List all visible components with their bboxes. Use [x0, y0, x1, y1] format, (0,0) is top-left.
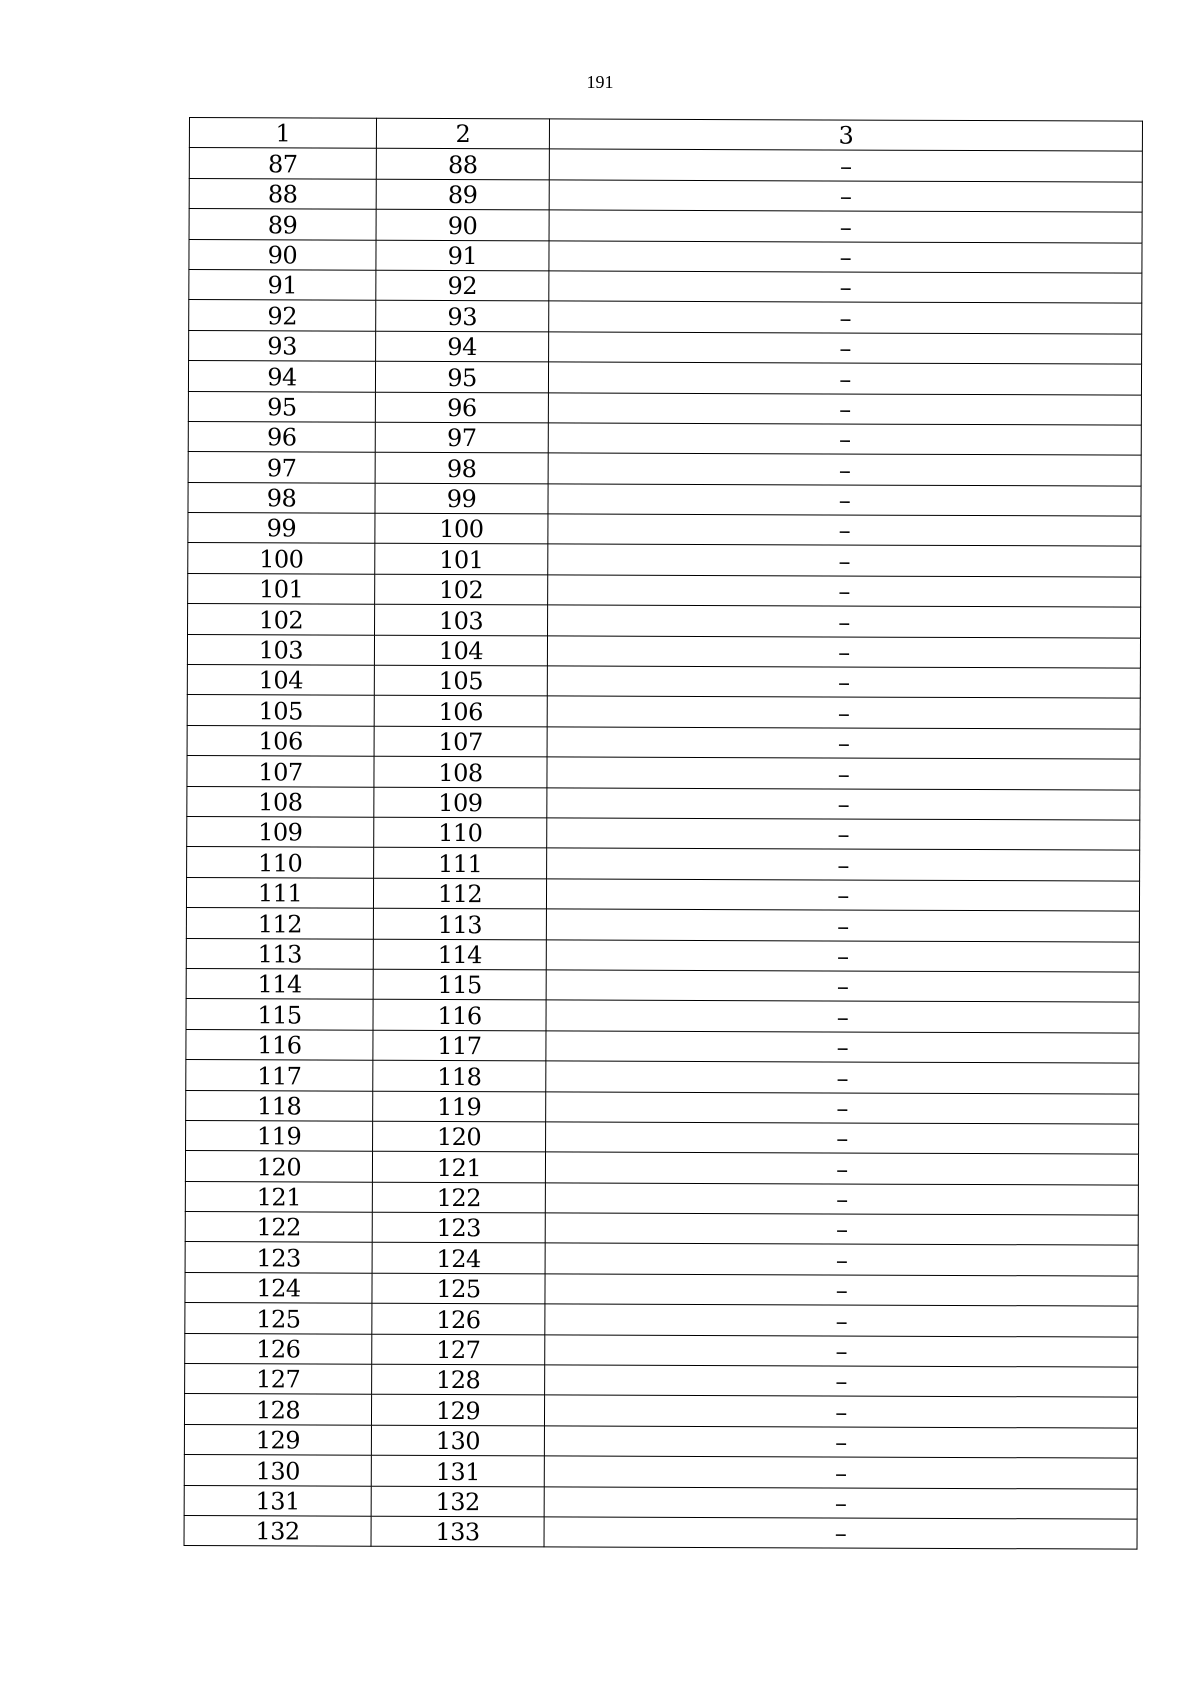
- table-cell-col-3: –: [545, 1183, 1138, 1216]
- table-row: [184, 1515, 1137, 1549]
- table-cell-col-2: 124: [372, 1243, 545, 1274]
- table-cell-col-1: 124: [185, 1272, 372, 1303]
- table-cell-col-1: 110: [187, 847, 374, 878]
- table-cell-col-1: 119: [186, 1120, 373, 1151]
- table-cell-col-2: 117: [373, 1030, 546, 1061]
- table-cell-col-2: 116: [373, 1000, 546, 1031]
- table-cell-col-3: –: [549, 240, 1142, 273]
- table-cell-col-3: –: [549, 210, 1142, 243]
- table-cell-col-2: 130: [371, 1425, 544, 1456]
- table-row: [187, 756, 1140, 790]
- table-cell-col-2: 128: [372, 1364, 545, 1395]
- table-cell-col-3: –: [549, 271, 1142, 304]
- table-cell-col-2: 97: [375, 422, 548, 453]
- table-cell-col-2: 121: [372, 1151, 545, 1182]
- table-cell-col-1: 116: [186, 1029, 373, 1060]
- table-cell-col-2: 93: [376, 301, 549, 332]
- table-row: [188, 604, 1141, 638]
- table-row: [186, 1060, 1139, 1094]
- table-row: [187, 786, 1140, 820]
- table-row: [188, 361, 1141, 395]
- table-row: [185, 1303, 1138, 1337]
- table-cell-col-1: 87: [189, 148, 376, 179]
- table-cell-col-1: 108: [187, 786, 374, 817]
- table-cell-col-3: –: [548, 423, 1141, 456]
- table-cell-col-1: 117: [186, 1060, 373, 1091]
- table-cell-col-3: –: [548, 544, 1141, 577]
- data-table: [184, 117, 1143, 1550]
- table-row: [187, 695, 1140, 729]
- table-cell-col-1: 98: [188, 482, 375, 513]
- table-row: [188, 421, 1141, 455]
- table-cell-col-3: –: [544, 1395, 1137, 1428]
- table-cell-col-2: 108: [374, 756, 547, 787]
- table-row: [189, 209, 1142, 243]
- table-row: [186, 908, 1139, 942]
- table-cell-col-3: –: [548, 453, 1141, 486]
- table-row: [185, 1181, 1138, 1215]
- table-row: [184, 1394, 1137, 1428]
- table-cell-col-1: 125: [185, 1303, 372, 1334]
- table-cell-col-3: –: [549, 180, 1142, 213]
- table-cell-col-2: 98: [375, 453, 548, 484]
- table-cell-col-3: –: [549, 332, 1142, 365]
- table-row: [187, 725, 1140, 759]
- table-row: [188, 513, 1141, 547]
- table-row: [188, 391, 1141, 425]
- table-cell-col-1: 118: [186, 1090, 373, 1121]
- table-body: [184, 148, 1142, 1550]
- table-cell-col-3: –: [547, 787, 1140, 820]
- table-cell-col-2: 101: [375, 544, 548, 575]
- table-cell-col-1: 91: [189, 269, 376, 300]
- table-cell-col-3: –: [546, 1091, 1139, 1124]
- table-row: [186, 1090, 1139, 1124]
- table-row: [188, 452, 1141, 486]
- table-cell-col-1: 123: [185, 1242, 372, 1273]
- table-cell-col-3: –: [549, 149, 1142, 182]
- table-row: [184, 1485, 1137, 1519]
- table-row: [188, 482, 1141, 516]
- table-row: [189, 330, 1142, 364]
- table-cell-col-3: –: [546, 1000, 1139, 1033]
- table-row: [186, 1029, 1139, 1063]
- table-cell-col-1: 106: [187, 725, 374, 756]
- table-cell-col-1: 99: [188, 513, 375, 544]
- table-cell-col-3: –: [547, 848, 1140, 881]
- table-cell-col-2: 103: [375, 604, 548, 635]
- table-cell-col-1: 120: [185, 1151, 372, 1182]
- table-row: [186, 999, 1139, 1033]
- column-header-1: 1: [189, 118, 376, 149]
- table-cell-col-3: –: [548, 362, 1141, 395]
- table-cell-col-3: –: [547, 757, 1140, 790]
- column-header-2: 2: [376, 118, 549, 149]
- table-cell-col-1: 93: [189, 330, 376, 361]
- table-cell-col-3: –: [545, 1335, 1138, 1368]
- table-cell-col-2: 126: [372, 1303, 545, 1334]
- table-cell-col-3: –: [545, 1152, 1138, 1185]
- table-cell-col-1: 131: [184, 1485, 371, 1516]
- page-number: 191: [586, 72, 614, 92]
- table-cell-col-1: 92: [189, 300, 376, 331]
- table-cell-col-3: –: [547, 696, 1140, 729]
- table-cell-col-1: 104: [187, 665, 374, 696]
- table-cell-col-2: 88: [376, 149, 549, 180]
- table-cell-col-3: –: [546, 1061, 1139, 1094]
- table-cell-col-1: 89: [189, 209, 376, 240]
- table-row: [185, 1212, 1138, 1246]
- table-cell-col-1: 97: [188, 452, 375, 483]
- table-cell-col-2: 129: [371, 1395, 544, 1426]
- table-cell-col-2: 89: [376, 179, 549, 210]
- table-cell-col-2: 125: [372, 1273, 545, 1304]
- table-cell-col-3: –: [548, 514, 1141, 547]
- table-cell-col-3: –: [546, 939, 1139, 972]
- table-cell-col-3: –: [547, 818, 1140, 851]
- table-cell-col-1: 122: [185, 1212, 372, 1243]
- table-cell-col-3: –: [547, 666, 1140, 699]
- table-cell-col-1: 126: [185, 1333, 372, 1364]
- table-row: [185, 1364, 1138, 1398]
- table-cell-col-1: 128: [184, 1394, 371, 1425]
- table-cell-col-3: –: [548, 484, 1141, 517]
- table-cell-col-3: –: [545, 1365, 1138, 1398]
- table-cell-col-2: 115: [373, 969, 546, 1000]
- table-row: [189, 300, 1142, 334]
- table-row: [185, 1333, 1138, 1367]
- table-cell-col-2: 122: [372, 1182, 545, 1213]
- table-row: [185, 1151, 1138, 1185]
- table-cell-col-2: 99: [375, 483, 548, 514]
- table-cell-col-2: 100: [375, 513, 548, 544]
- table-cell-col-1: 111: [186, 877, 373, 908]
- table-cell-col-1: 127: [185, 1364, 372, 1395]
- table-cell-col-1: 101: [188, 573, 375, 604]
- table-cell-col-1: 107: [187, 756, 374, 787]
- table-row: [184, 1424, 1137, 1458]
- table-row: [185, 1272, 1138, 1306]
- table-cell-col-3: –: [548, 575, 1141, 608]
- table-cell-col-1: 95: [188, 391, 375, 422]
- table-cell-col-2: 118: [373, 1060, 546, 1091]
- table-cell-col-3: –: [544, 1486, 1137, 1519]
- table-cell-col-2: 109: [374, 787, 547, 818]
- table-cell-col-1: 103: [187, 634, 374, 665]
- table-cell-col-3: –: [545, 1213, 1138, 1246]
- table-cell-col-3: –: [544, 1456, 1137, 1489]
- table-cell-col-2: 133: [371, 1516, 544, 1547]
- table-row: [186, 1120, 1139, 1154]
- table-cell-col-2: 114: [373, 939, 546, 970]
- table-cell-col-2: 132: [371, 1486, 544, 1517]
- table-cell-col-2: 113: [373, 908, 546, 939]
- table-cell-col-2: 96: [375, 392, 548, 423]
- table-cell-col-1: 129: [184, 1424, 371, 1455]
- table-cell-col-2: 110: [374, 817, 547, 848]
- table-cell-col-1: 94: [188, 361, 375, 392]
- table-cell-col-3: –: [547, 636, 1140, 669]
- table-cell-col-3: –: [546, 879, 1139, 912]
- table-cell-col-3: –: [546, 970, 1139, 1003]
- table-cell-col-2: 112: [373, 878, 546, 909]
- table-cell-col-1: 88: [189, 178, 376, 209]
- table-cell-col-1: 112: [186, 908, 373, 939]
- table-row: [186, 877, 1139, 911]
- table-header-row: [189, 118, 1142, 152]
- table-cell-col-1: 105: [187, 695, 374, 726]
- table-cell-col-3: –: [548, 392, 1141, 425]
- table-cell-col-2: 102: [375, 574, 548, 605]
- table-cell-col-3: –: [545, 1243, 1138, 1276]
- table-cell-col-1: 121: [185, 1181, 372, 1212]
- table-row: [189, 269, 1142, 303]
- table-cell-col-3: –: [545, 1274, 1138, 1307]
- table-cell-col-2: 119: [373, 1091, 546, 1122]
- table-row: [187, 816, 1140, 850]
- table-row: [187, 634, 1140, 668]
- table-header: [189, 118, 1142, 152]
- table-cell-col-1: 130: [184, 1455, 371, 1486]
- table-cell-col-2: 131: [371, 1455, 544, 1486]
- table-cell-col-2: 107: [374, 726, 547, 757]
- table-row: [188, 543, 1141, 577]
- table-cell-col-2: 120: [373, 1121, 546, 1152]
- table-cell-col-2: 106: [374, 696, 547, 727]
- column-header-3: 3: [549, 119, 1142, 152]
- table-cell-col-2: 123: [372, 1212, 545, 1243]
- table-cell-col-1: 132: [184, 1515, 371, 1546]
- table-row: [187, 665, 1140, 699]
- table-cell-col-2: 94: [376, 331, 549, 362]
- table-cell-col-2: 92: [376, 270, 549, 301]
- table-row: [189, 178, 1142, 212]
- table-cell-col-3: –: [549, 301, 1142, 334]
- table-cell-col-3: –: [547, 727, 1140, 760]
- table-cell-col-3: –: [546, 909, 1139, 942]
- table-cell-col-1: 102: [188, 604, 375, 635]
- table-row: [189, 148, 1142, 182]
- table-cell-col-2: 105: [374, 665, 547, 696]
- table-cell-col-2: 95: [375, 361, 548, 392]
- table-cell-col-3: –: [548, 605, 1141, 638]
- table-cell-col-1: 114: [186, 968, 373, 999]
- table-cell-col-2: 127: [372, 1334, 545, 1365]
- table-cell-col-2: 104: [374, 635, 547, 666]
- table-cell-col-1: 115: [186, 999, 373, 1030]
- table-cell-col-2: 91: [376, 240, 549, 271]
- table-cell-col-1: 113: [186, 938, 373, 969]
- table-cell-col-3: –: [545, 1304, 1138, 1337]
- table-cell-col-3: –: [544, 1517, 1137, 1550]
- table-cell-col-3: –: [544, 1426, 1137, 1459]
- table-cell-col-1: 100: [188, 543, 375, 574]
- table-row: [186, 938, 1139, 972]
- table-row: [185, 1242, 1138, 1276]
- table-cell-col-1: 109: [187, 816, 374, 847]
- table-cell-col-1: 90: [189, 239, 376, 270]
- table-row: [187, 847, 1140, 881]
- table-row: [186, 968, 1139, 1002]
- table-row: [188, 573, 1141, 607]
- table-row: [189, 239, 1142, 273]
- table-cell-col-2: 111: [374, 848, 547, 879]
- table-cell-col-3: –: [546, 1031, 1139, 1064]
- table-cell-col-1: 96: [188, 421, 375, 452]
- table-cell-col-3: –: [546, 1122, 1139, 1155]
- table-row: [184, 1455, 1137, 1489]
- table-cell-col-2: 90: [376, 209, 549, 240]
